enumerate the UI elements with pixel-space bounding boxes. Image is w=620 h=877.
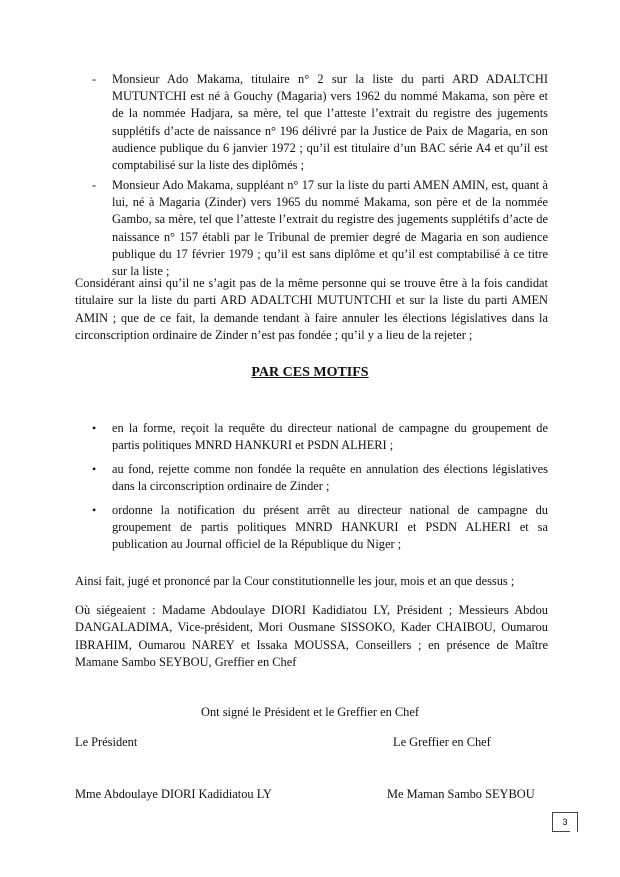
greffier-name: Me Maman Sambo SEYBOU [387, 787, 535, 801]
siegeaient-paragraph: Où siégeaient : Madame Abdoulaye DIORI Kadidiatou LY, Président ; Messieurs Abdou DANGALADIMA, Vice-président, Mori Ousmane SISSOKO, Kader CHAIBOU, Oumarou IBRAHIM, Oumarou NAREY et Issaka MOUSSA, Conseillers ; en présence de Maître Mamane Sambo SEYBOU, Greffier en Chef [75, 603, 548, 670]
section-heading: PAR CES MOTIFS [251, 365, 369, 380]
bullet-marker: • [92, 462, 97, 476]
ruling-item-1: en la forme, reçoit la requête du directeur national de campagne du groupement de partis politiques MNRD HANKURI et PSDN ALHERI ; [112, 421, 548, 453]
ruling-item-2: au fond, rejette comme non fondée la requête en annulation des élections législatives dans la circonscription ordinaire de Zinder ; [112, 462, 548, 494]
ainsi-paragraph: Ainsi fait, jugé et prononcé par la Cour constitutionnelle les jour, mois et an que dessus ; [75, 574, 515, 588]
ruling-item-3: ordonne la notification du présent arrêt au directeur national de campagne du groupement de partis politiques MNRD HANKURI et PSDN ALHERI et sa publication au Journal officiel de la République du Niger ; [112, 503, 548, 552]
signature-statement: Ont signé le Président et le Greffier en Chef [201, 705, 419, 719]
president-title: Le Président [75, 735, 138, 749]
candidate-paragraph-1: Monsieur Ado Makama, titulaire n° 2 sur la liste du parti ARD ADALTCHI MUTUNTCHI est né à Gouchy (Magaria) vers 1962 du nommé Makama, son père et de la nommée Hadjara, sa mère, tel que l’atteste l’extrait du registre des jugements supplétifs d’acte de naissance n° 196 délivré par la Justice de Paix de Magaria, en son audience publique du 6 janvier 1972 ; qu’il est titulaire d’un BAC série A4 et qu’il est comptabilisé sur la liste des diplômés ; [112, 72, 548, 173]
dash-marker: - [92, 178, 97, 192]
dash-marker: - [92, 72, 97, 86]
president-name: Mme Abdoulaye DIORI Kadidiatou LY [75, 787, 272, 801]
bullet-marker: • [92, 421, 97, 435]
bullet-marker: • [92, 503, 97, 517]
page-corner-fold [570, 826, 577, 833]
page-number: 3 [562, 817, 568, 827]
greffier-title: Le Greffier en Chef [393, 735, 491, 749]
candidate-paragraph-2: Monsieur Ado Makama, suppléant n° 17 sur la liste du parti AMEN AMIN, est, quant à lui, né à Magaria (Zinder) vers 1965 du nommé Makama, son père et de la nommée Gambo, sa mère, tel que l’atteste l’extrait du registre des jugements supplétifs d’acte de naissance n° 157 établi par le Tribunal de premier degré de Magaria en son audience publique du 17 février 1979 ; qu’il est sans diplôme et qu’il est comptabilisé à ce titre sur la liste ; [112, 178, 548, 279]
considerant-paragraph: Considérant ainsi qu’il ne s’agit pas de la même personne qui se trouve être à la fois candidat titulaire sur la liste du parti ARD ADALTCHI MUTUNTCHI et sur la liste du parti AMEN AMIN ; que de ce fait, la demande tendant à faire annuler les élections législatives dans la circonscription ordinaire de Zinder n’est pas fondée ; qu’il y a lieu de la rejeter ; [75, 276, 548, 343]
